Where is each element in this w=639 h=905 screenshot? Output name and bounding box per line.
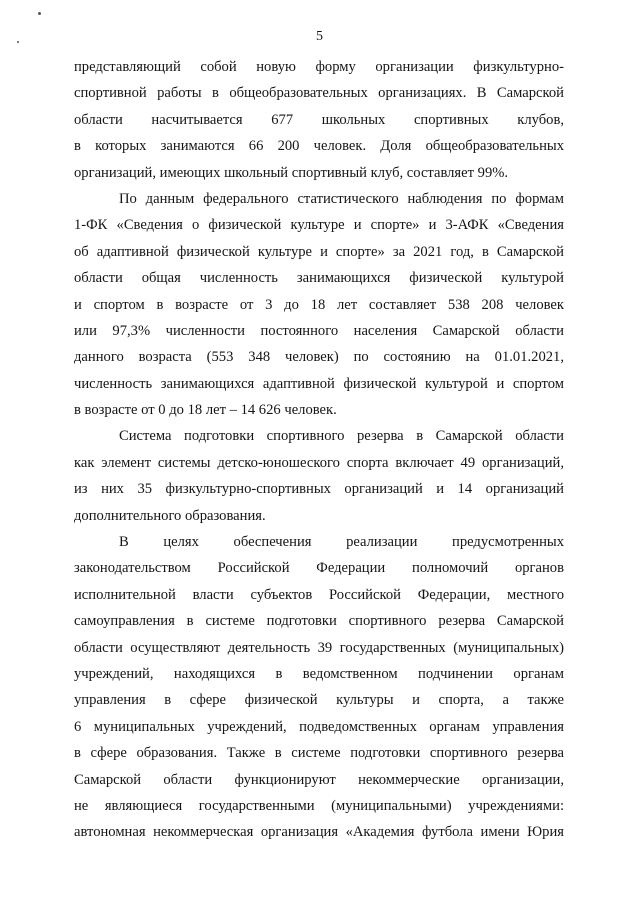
text-line: законодательством Российской Федерации полномочий органов (74, 560, 564, 577)
text-line: самоуправления в системе подготовки спортивного резерва Самарской (74, 613, 564, 630)
text-line: или 97,3% численности постоянного населения Самарской области (74, 322, 564, 339)
text-line: в которых занимаются 66 200 человек. Доля общеобразовательных (74, 138, 564, 155)
text-line: представляющий собой новую форму организации физкультурно- (74, 59, 564, 75)
text-line: В целях обеспечения реализации предусмотренных (119, 534, 564, 551)
text-line: исполнительной власти субъектов Российской Федерации, местного (74, 586, 564, 603)
text-line: в сфере образования. Также в системе подготовки спортивного резерва (74, 745, 564, 762)
text-line: численность занимающихся адаптивной физической культурой и спортом (74, 375, 564, 392)
paragraph (74, 186, 564, 424)
text-line: дополнительного образования. (74, 507, 266, 524)
text-line: и спортом в возрасте от 3 до 18 лет составляет 538 208 человек (74, 296, 564, 313)
text-line: Система подготовки спортивного резерва в Самарской области (119, 428, 564, 445)
text-line: в возрасте от 0 до 18 лет – 14 626 человек. (74, 402, 337, 419)
text-line: управления в сфере физической культуры и спорта, а также (74, 692, 564, 709)
text-line: спортивной работы в общеобразовательных организациях. В Самарской (74, 85, 564, 102)
text-line: об адаптивной физической культуре и спорте» за 2021 год, в Самарской (74, 243, 564, 260)
text-line: 6 муниципальных учреждений, подведомственных органам управления (74, 718, 564, 735)
text-line: данного возраста (553 348 человек) по состоянию на 01.01.2021, (74, 349, 564, 366)
text-line: как элемент системы детско-юношеского спорта включает 49 организаций, (74, 454, 564, 471)
paragraph (74, 54, 564, 186)
text-line: По данным федерального статистического наблюдения по формам (119, 190, 564, 207)
body-text (74, 54, 564, 846)
text-line: Самарской области функционируют некоммерческие организации, (74, 771, 564, 788)
text-line: автономная некоммерческая организация «Академия футбола имени Юрия (74, 824, 564, 841)
scan-speck (38, 12, 41, 15)
text-line: области осуществляют деятельность 39 государственных (муниципальных) (74, 639, 564, 656)
paragraph (74, 423, 564, 529)
text-line: 1-ФК «Сведения о физической культуре и спорте» и 3-АФК «Сведения (74, 217, 564, 234)
text-line: организаций, имеющих школьный спортивный клуб, составляет 99%. (74, 164, 509, 181)
text-line: из них 35 физкультурно-спортивных организаций и 14 организаций (74, 481, 564, 498)
text-line: области насчитывается 677 школьных спортивных клубов, (74, 111, 564, 128)
text-line: учреждений, находящихся в ведомственном подчинении органам (74, 665, 564, 682)
text-line: не являющиеся государственными (муниципальными) учреждениями: (74, 797, 564, 814)
page-number: 5 (316, 29, 323, 44)
paragraph (74, 529, 564, 846)
text-line: области общая численность занимающихся физической культурой (74, 270, 564, 287)
